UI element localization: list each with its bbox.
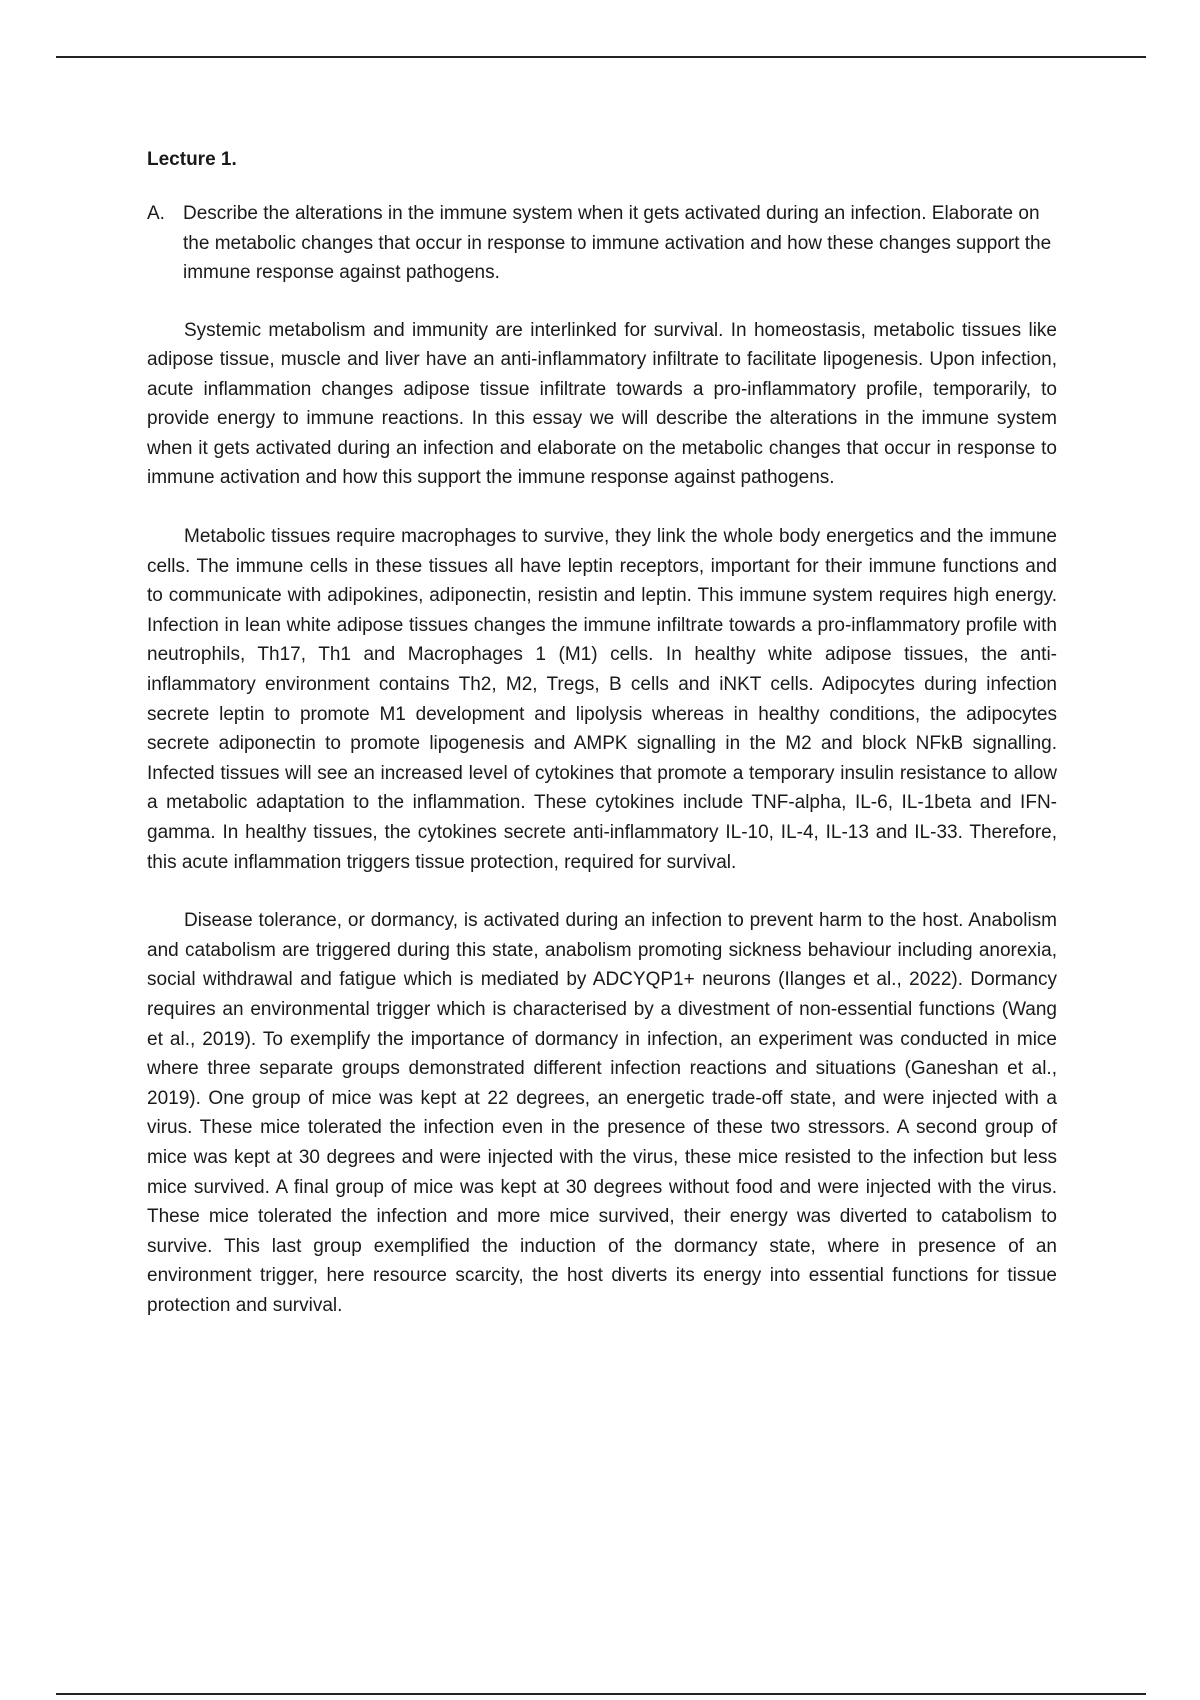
paragraph-introduction: Systemic metabolism and immunity are interlinked for survival. In homeostasis, metabolic tissues like adipose tissue, muscle and liver have an anti-inflammatory infiltrate to facilitate lipogenesis. Upon infection, acute inflammation changes adipose tissue infiltrate towards a pro-inflammatory profile, temporarily, to provide energy to immune reactions. In this essay we will describe the alterations in the immune system when it gets activated during an infection and elaborate on the metabolic changes that occur in response to immune activation and how this support the immune response against pathogens. <box>147 319 1057 489</box>
question-text: Describe the alterations in the immune system when it gets activated during an infection. Elaborate on the metabolic changes that occur in response to immune activation and how these changes support the immune response against pathogens. <box>183 203 1052 283</box>
lecture-heading: Lecture 1. <box>147 149 237 170</box>
document-body <box>147 145 1057 1350</box>
top-rule <box>56 56 1146 58</box>
bottom-rule <box>56 1693 1146 1695</box>
question-letter: A. <box>147 203 165 224</box>
paragraph-metabolic-tissues: Metabolic tissues require macrophages to survive, they link the whole body energetics and the immune cells. The immune cells in these tissues all have leptin receptors, important for their immune functions and to communicate with adipokines, adiponectin, resistin and leptin. This immune system requires high energy. Infection in lean white adipose tissues changes the immune infiltrate towards a pro-inflammatory profile with neutrophils, Th17, Th1 and Macrophages 1 (M1) cells. In healthy white adipose tissues, the anti-inflammatory environment contains Th2, M2, Tregs, B cells and iNKT cells. Adipocytes during infection secrete leptin to promote M1 development and lipolysis whereas in healthy conditions, the adipocytes secrete adiponectin to promote lipogenesis and AMPK signalling in the M2 and block NFkB signalling. Infected tissues will see an increased level of cytokines that promote a temporary insulin resistance to allow a metabolic adaptation to the inflammation. These cytokines include TNF-alpha, IL-6, IL-1beta and IFN-gamma. In healthy tissues, the cytokines secrete anti-inflammatory IL-10, IL-4, IL-13 and IL-33. Therefore, this acute inflammation triggers tissue protection, required for survival. <box>147 526 1057 873</box>
paragraph-disease-tolerance: Disease tolerance, or dormancy, is activated during an infection to prevent harm to the host. Anabolism and catabolism are triggered during this state, anabolism promoting sickness behaviour including anorexia, social withdrawal and fatigue which is mediated by ADCYQP1+ neurons (Ilanges et al., 2022). Dormancy requires an environmental trigger which is characterised by a divestment of non-essential functions (Wang et al., 2019). To exemplify the importance of dormancy in infection, an experiment was conducted in mice where three separate groups demonstrated different infection reactions and situations (Ganeshan et al., 2019). One group of mice was kept at 22 degrees, an energetic trade-off state, and were injected with a virus. These mice tolerated the infection even in the presence of these two stressors. A second group of mice was kept at 30 degrees and were injected with the virus, these mice resisted to the infection but less mice survived. A final group of mice was kept at 30 degrees without food and were injected with the virus. These mice tolerated the infection and more mice survived, their energy was diverted to catabolism to survive. This last group exemplified the induction of the dormancy state, where in presence of an environment trigger, here resource scarcity, the host diverts its energy into essential functions for tissue protection and survival. <box>147 910 1057 1316</box>
question-a <box>147 199 1057 288</box>
